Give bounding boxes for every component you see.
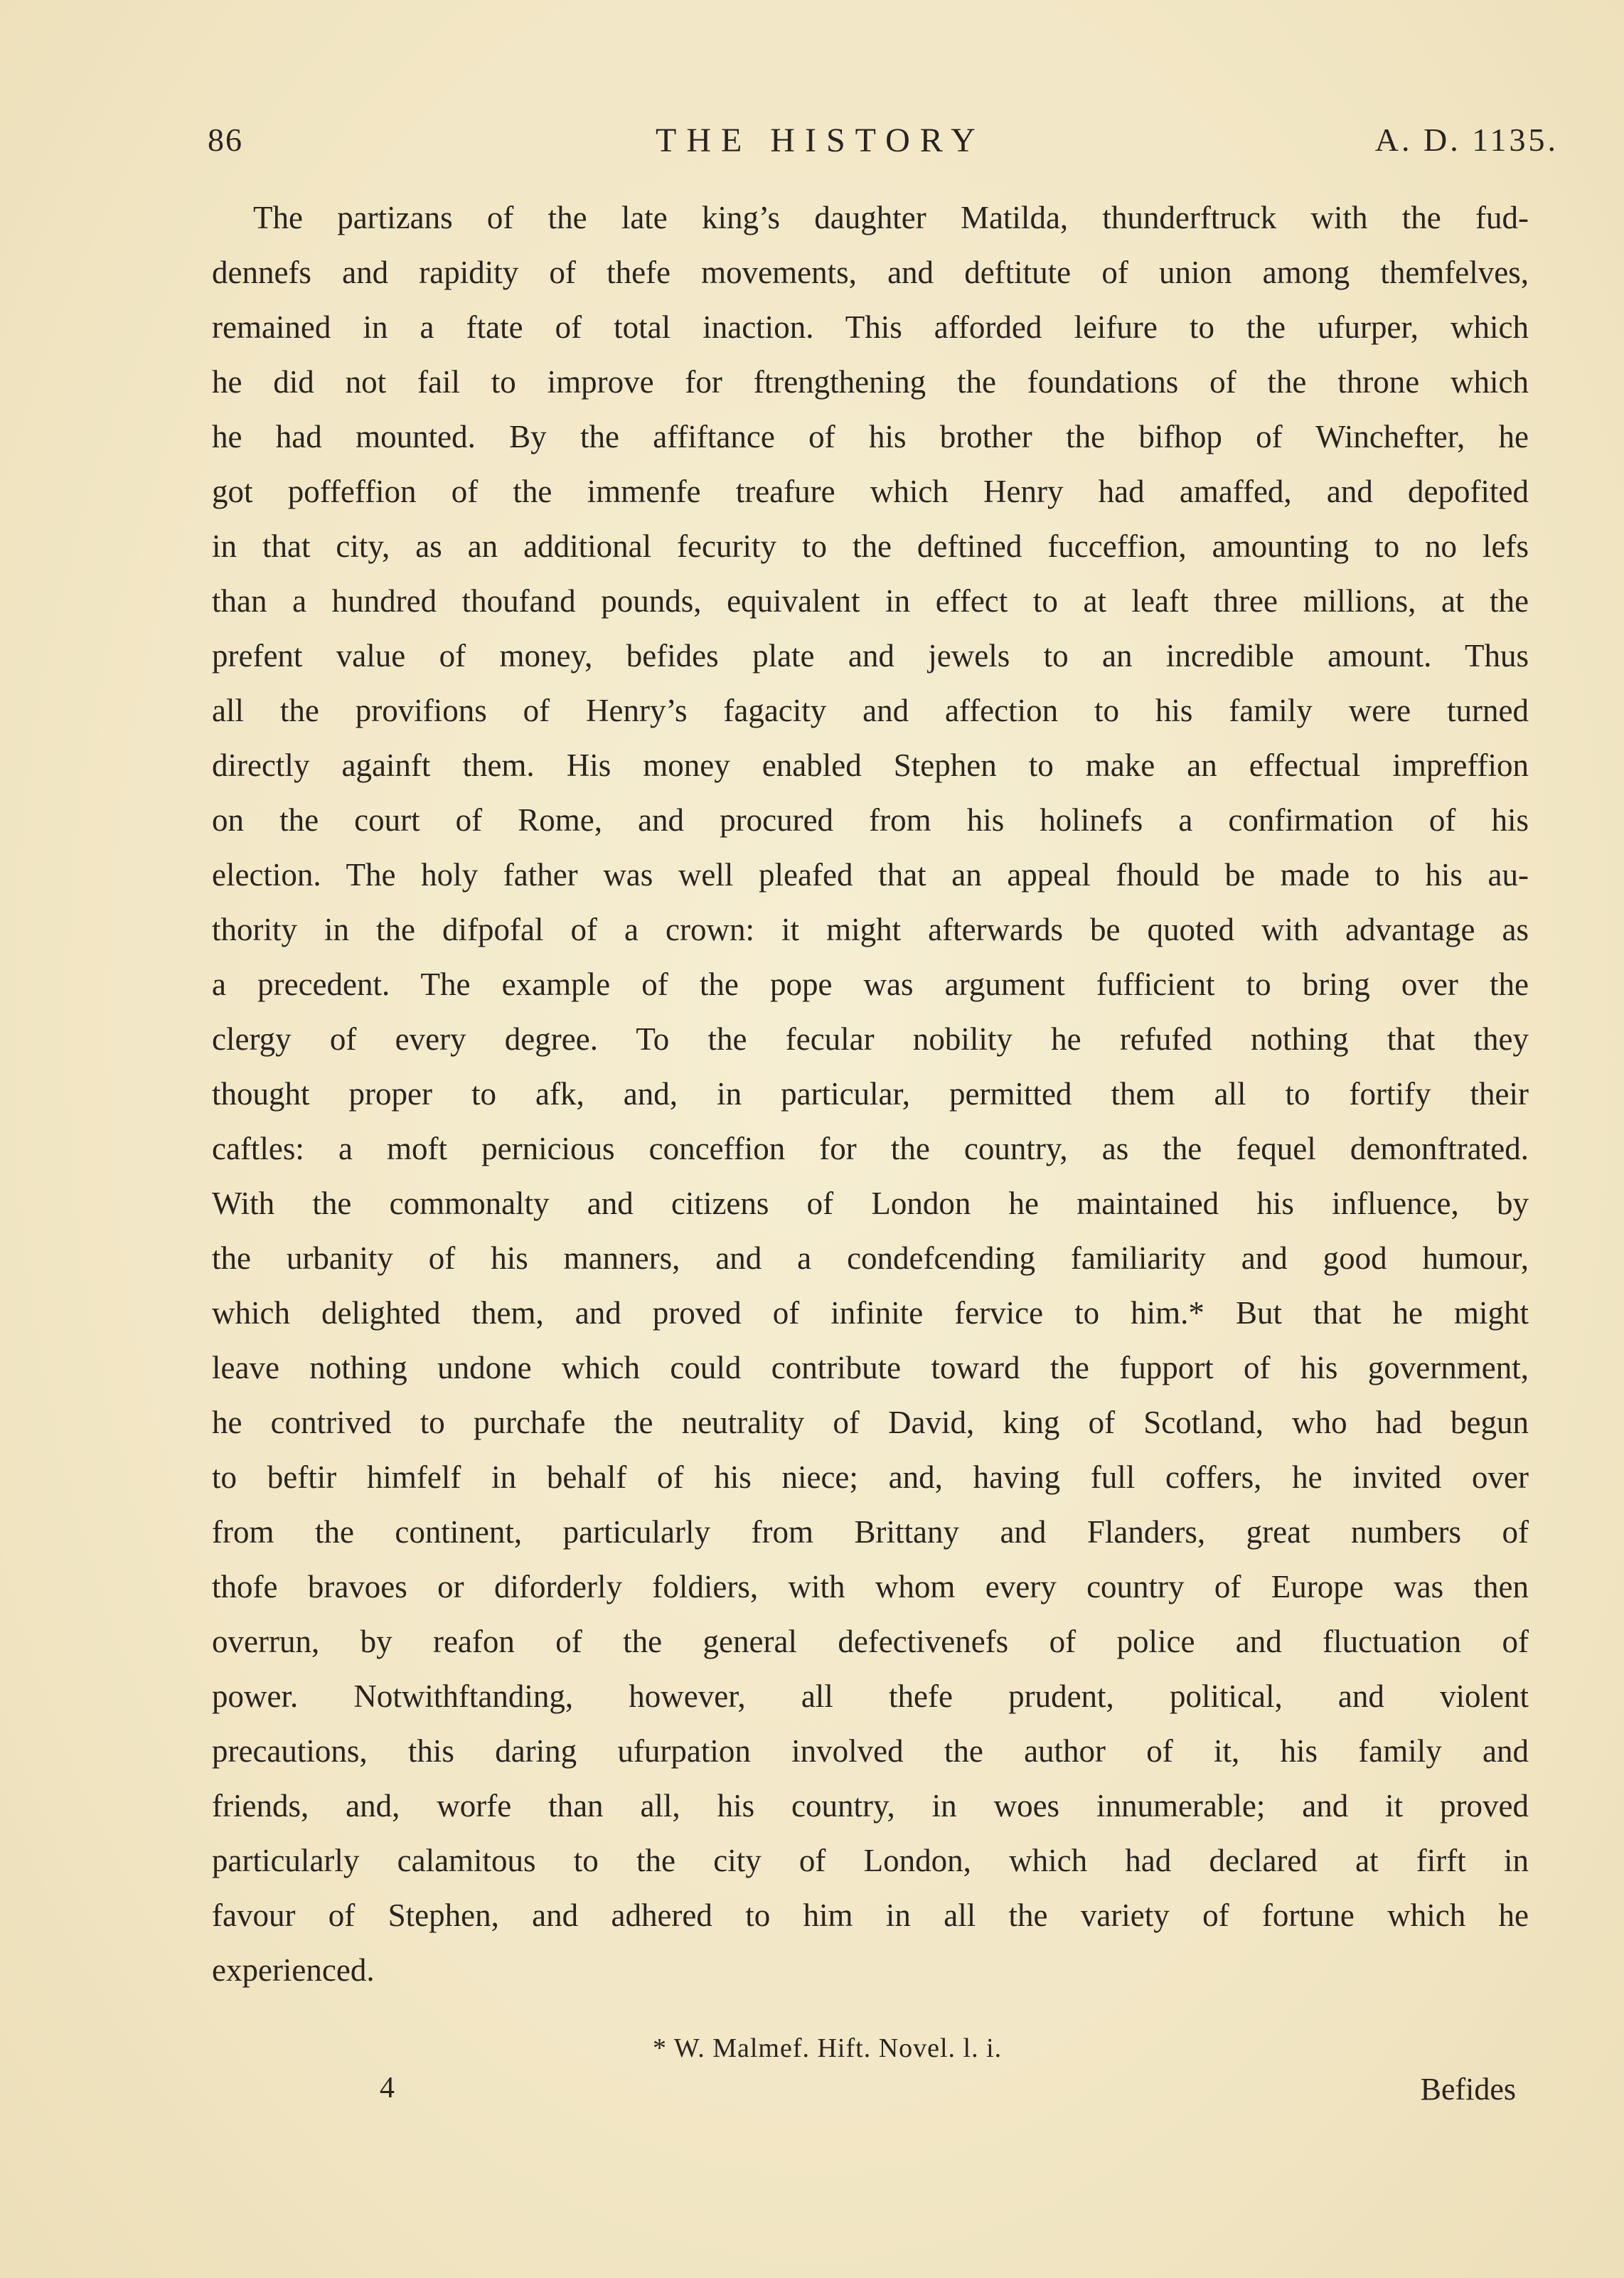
text-line: friends, and, worfe than all, his country, in woes innumerable; and it proved: [212, 1788, 1529, 1824]
text-line: leave nothing undone which could contribute toward the fupport of his government,: [212, 1350, 1529, 1385]
signature-mark: 4: [380, 2072, 395, 2104]
text-line: he had mounted. By the affiftance of his brother the bifhop of Winchefter, he: [212, 419, 1529, 454]
text-line: from the continent, particularly from Brittany and Flanders, great numbers of: [212, 1514, 1529, 1550]
text-line: election. The holy father was well pleafed that an appeal fhould be made to his au-: [212, 857, 1529, 893]
text-line: remained in a ftate of total inaction. This afforded leifure to the ufurper, which: [212, 309, 1529, 345]
text-line: he did not fail to improve for ftrengthening the foundations of the throne which: [212, 364, 1529, 400]
text-line: directly againft them. His money enabled Stephen to make an effectual impreffion: [212, 747, 1529, 783]
text-line: experienced.: [212, 1952, 375, 1988]
text-line: thofe bravoes or diforderly foldiers, with whom every country of Europe was then: [212, 1569, 1529, 1604]
footnote: * W. Malmef. Hift. Novel. l. i.: [653, 2033, 1003, 2063]
text-line: the urbanity of his manners, and a condefcending familiarity and good humour,: [212, 1240, 1529, 1276]
text-line: he contrived to purchafe the neutrality of David, king of Scotland, who had begun: [212, 1405, 1529, 1440]
text-line: to beftir himfelf in behalf of his niece; and, having full coffers, he invited over: [212, 1459, 1529, 1495]
text-line: With the commonalty and citizens of London he maintained his influence, by: [212, 1186, 1529, 1221]
text-line: on the court of Rome, and procured from his holinefs a confirmation of his: [212, 802, 1529, 838]
text-line: power. Notwithftanding, however, all thefe prudent, political, and violent: [212, 1678, 1529, 1714]
text-line: caftles: a moft pernicious conceffion for the country, as the fequel demonftrated.: [212, 1131, 1529, 1166]
text-line: all the provifions of Henry’s fagacity and affection to his family were turned: [212, 693, 1529, 728]
running-title: THE HISTORY: [656, 122, 985, 159]
text-line: overrun, by reafon of the general defectivenefs of police and fluctuation of: [212, 1624, 1529, 1659]
text-line: favour of Stephen, and adhered to him in all the variety of fortune which he: [212, 1898, 1529, 1933]
text-line: dennefs and rapidity of thefe movements, and deftitute of union among themfelves,: [212, 255, 1529, 290]
text-line: particularly calamitous to the city of London, which had declared at firft in: [212, 1843, 1529, 1878]
text-line: thought proper to afk, and, in particular, permitted them all to fortify their: [212, 1076, 1529, 1112]
text-line: prefent value of money, befides plate and jewels to an incredible amount. Thus: [212, 638, 1529, 674]
date-heading: A. D. 1135.: [1374, 122, 1559, 158]
page-header: [208, 121, 1559, 171]
text-line: in that city, as an additional fecurity to the deftined fucceffion, amounting to no lefs: [212, 528, 1529, 564]
text-line: a precedent. The example of the pope was argument fufficient to bring over the: [212, 967, 1529, 1002]
text-line: clergy of every degree. To the fecular nobility he refufed nothing that they: [212, 1021, 1529, 1057]
text-line: which delighted them, and proved of infinite fervice to him.* But that he might: [212, 1295, 1529, 1331]
text-line: precautions, this daring ufurpation involved the author of it, his family and: [212, 1733, 1529, 1769]
page-number: 86: [208, 122, 243, 158]
body-paragraph: [212, 191, 1529, 1998]
text-line: got poffeffion of the immenfe treafure which Henry had amaffed, and depofited: [212, 474, 1529, 509]
text-line: thority in the difpofal of a crown: it might afterwards be quoted with advantage as: [212, 912, 1529, 947]
text-line: The partizans of the late king’s daughter Matilda, thunderftruck with the fud-: [253, 200, 1529, 235]
catchword: Befides: [1420, 2072, 1516, 2107]
text-line: than a hundred thoufand pounds, equivalent in effect to at leaft three millions, at the: [212, 583, 1529, 619]
